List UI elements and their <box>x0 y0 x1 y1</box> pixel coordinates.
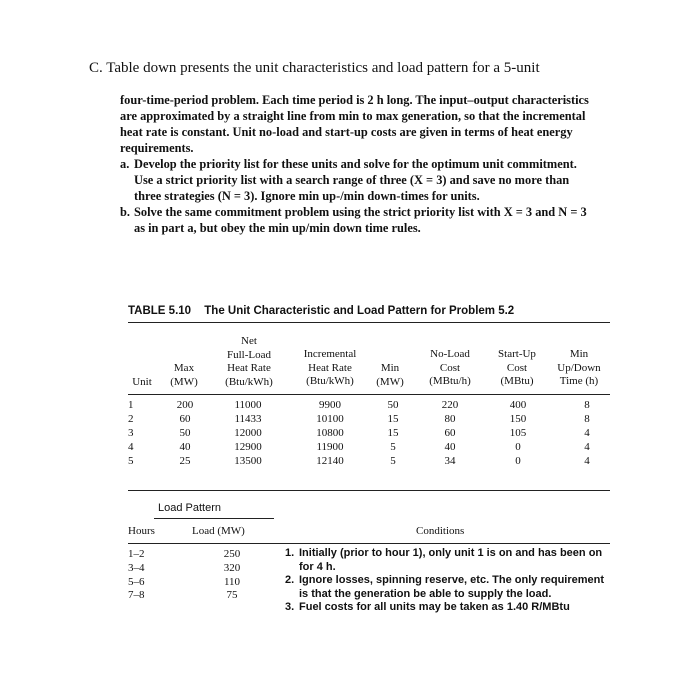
col-up-down <box>572 398 602 468</box>
table-cell: 40 <box>179 441 191 453</box>
table-cell: 34 <box>444 455 456 467</box>
table-cell: 75 <box>226 589 238 602</box>
table-cell: 150 <box>509 413 527 425</box>
table-cell: 15 <box>387 427 399 439</box>
table-top-rule <box>128 322 610 323</box>
table-cell: 50 <box>179 427 191 439</box>
hours-column <box>128 548 145 603</box>
part-b-text: Solve the same commitment problem using the strict priority list with X = 3 and N = 3 as in part a, but obey the min up/min down time rules. <box>134 205 587 235</box>
table-cell: 15 <box>387 413 399 425</box>
col-min <box>375 398 411 468</box>
table-cell: 0 <box>515 455 521 467</box>
table-cell: 320 <box>223 561 241 574</box>
table-cell: 4 <box>584 427 590 439</box>
table-cell: 4 <box>584 441 590 453</box>
condition-item: 1. Initially (prior to hour 1), only unit 1 is on and has been on for 4 h. <box>285 547 603 573</box>
table-cell: 105 <box>509 427 527 439</box>
header-start-up: Start-Up Cost (MBtu) <box>498 348 536 387</box>
table-cell: 3 <box>128 427 134 439</box>
hours-header: Hours <box>128 525 155 537</box>
header-min: Min (MW) <box>376 362 404 388</box>
table-cell: 80 <box>444 413 456 425</box>
table-cell: 12900 <box>234 441 262 453</box>
table-cell: 10100 <box>316 413 344 425</box>
header-unit: Unit <box>132 376 152 388</box>
load-header-rule <box>128 543 610 544</box>
problem-statement <box>120 92 590 236</box>
load-pattern-title: Load Pattern <box>158 502 221 514</box>
table-caption <box>128 305 514 317</box>
part-b-label: b. <box>120 205 130 219</box>
table-cell: 12000 <box>234 427 262 439</box>
question-heading: C. Table down presents the unit characteristics and load pattern for a 5-unit <box>89 60 540 76</box>
table-cell: 400 <box>509 399 527 411</box>
table-mid-rule <box>128 490 610 491</box>
table-cell: 110 <box>223 575 241 588</box>
header-net-heat-rate: Net Full-Load Heat Rate (Btu/kWh) <box>225 335 273 388</box>
table-cell: 9900 <box>319 399 341 411</box>
table-cell: 3–4 <box>128 561 145 574</box>
table-cell: 25 <box>179 455 191 467</box>
table-cell: 4 <box>584 455 590 467</box>
table-cell: 60 <box>179 413 191 425</box>
table-cell: 200 <box>176 399 194 411</box>
table-cell: 5 <box>390 441 396 453</box>
header-max: Max (MW) <box>170 362 198 388</box>
table-cell: 1–2 <box>128 548 145 560</box>
col-unit <box>128 398 146 468</box>
col-start-up <box>496 398 540 468</box>
part-a-text: Develop the priority list for these units and solve for the optimum unit commitment. Use a strict priority list with a search range of three (X = 3) and save no more than three strategies (N = 3). Ignore min up-/min down-times for units. <box>134 157 577 203</box>
header-no-load: No-Load Cost (MBtu/h) <box>429 348 471 387</box>
table-number: TABLE 5.10 <box>128 305 192 317</box>
table-cell: 40 <box>444 441 456 453</box>
col-no-load <box>428 398 472 468</box>
table-title: The Unit Characteristic and Load Pattern for Problem 5.2 <box>204 305 515 317</box>
table-cell: 13500 <box>234 455 262 467</box>
col-max <box>166 398 204 468</box>
problem-intro: four-time-period problem. Each time period is 2 h long. The input–output characteristics are approximated by a straight line from min to max generation, so that the incremental heat rate is constant. Unit no-load and start-up costs are given in terms of heat energy requirements. <box>120 93 589 155</box>
table-cell: 12140 <box>316 455 344 467</box>
table-cell: 250 <box>223 548 241 560</box>
table-cell: 50 <box>387 399 399 411</box>
table-cell: 8 <box>584 413 590 425</box>
load-column <box>212 548 252 603</box>
conditions-header: Conditions <box>416 525 465 537</box>
header-incremental: Incremental Heat Rate (Btu/kWh) <box>303 348 357 387</box>
part-a <box>120 156 590 204</box>
table-cell: 11000 <box>234 399 262 411</box>
condition-item: 3. Fuel costs for all units may be taken as 1.40 R/MBtu <box>285 601 570 613</box>
table-cell: 11900 <box>316 441 344 453</box>
table-cell: 2 <box>128 413 134 425</box>
table-cell: 1 <box>128 399 134 411</box>
table-cell: 5–6 <box>128 575 145 588</box>
table-cell: 11433 <box>234 413 262 425</box>
table-header-rule <box>128 394 610 395</box>
table-cell: 8 <box>584 399 590 411</box>
header-up-down: Min Up/Down Time (h) <box>557 348 601 387</box>
col-net-heat-rate <box>218 398 278 468</box>
table-cell: 7–8 <box>128 589 145 602</box>
load-header: Load (MW) <box>192 525 245 537</box>
load-pattern-rule <box>154 518 274 519</box>
table-cell: 5 <box>128 455 134 467</box>
part-a-label: a. <box>120 157 130 171</box>
table-cell: 60 <box>444 427 456 439</box>
part-b <box>120 204 590 236</box>
col-incremental <box>300 398 360 468</box>
table-cell: 10800 <box>316 427 344 439</box>
table-cell: 4 <box>128 441 134 453</box>
conditions-list <box>285 547 615 615</box>
table-cell: 5 <box>390 455 396 467</box>
table-cell: 0 <box>515 441 521 453</box>
table-cell: 220 <box>441 399 459 411</box>
condition-item: 2. Ignore losses, spinning reserve, etc. The only requirement is that the generation be able to supply the load. <box>285 574 605 600</box>
